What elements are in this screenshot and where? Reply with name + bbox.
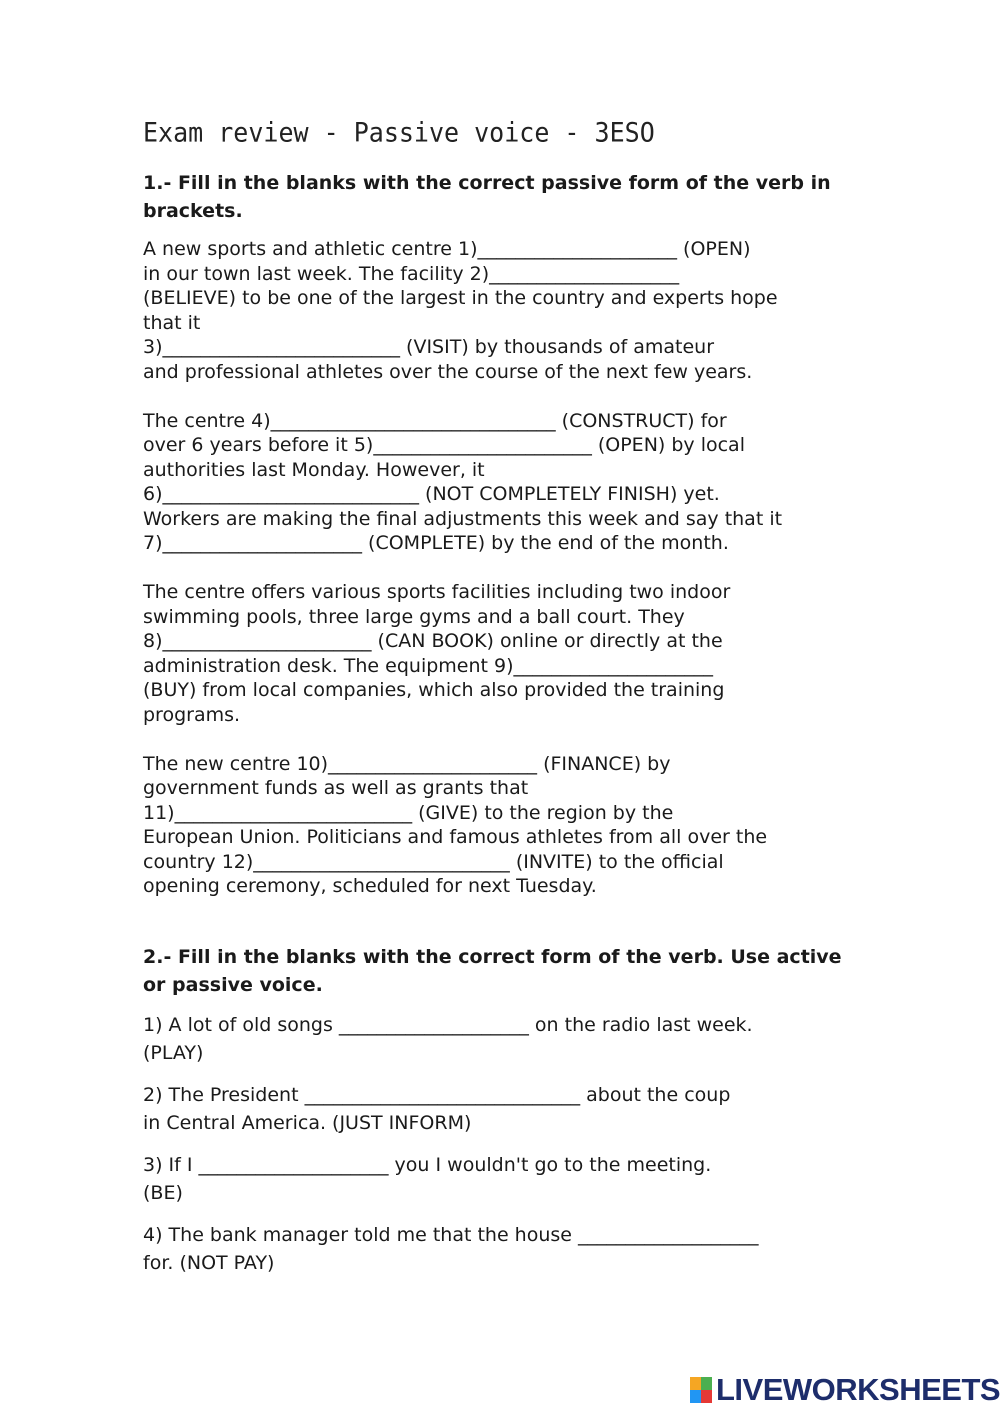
- question-1: 1) A lot of old songs ____________________ on the radio last week. (PLAY): [143, 1013, 753, 1064]
- section-1-paragraph-4: The new centre 10)______________________ (FINANCE) by government funds as well as grants that 11)_________________________ (GIVE) to the region by the European Union. Politicians and famous athletes from all over the country 12)___________________________ (INVITE) to the official opening ceremony, scheduled for next Tuesday.: [143, 752, 768, 897]
- logo-text: LIVEWORKSHEETS: [716, 1372, 1000, 1407]
- section-1-heading: 1.- Fill in the blanks with the correct passive form of the verb in brackets.: [143, 172, 831, 222]
- question-4: 4) The bank manager told me that the house ___________________ for. (NOT PAY): [143, 1223, 759, 1274]
- page-title: Exam review - Passive voice - 3ESO: [143, 117, 655, 148]
- question-3: 3) If I ____________________ you I wouldn't go to the meeting. (BE): [143, 1153, 712, 1204]
- logo-icon: [690, 1377, 712, 1403]
- liveworksheets-logo: [690, 1372, 1000, 1408]
- worksheet: [143, 118, 858, 1291]
- question-2: 2) The President _____________________________ about the coup in Central America. (JUST INFORM): [143, 1083, 731, 1134]
- section-1-paragraph-2: The centre 4)______________________________ (CONSTRUCT) for over 6 years before it 5)_______________________ (OPEN) by local authorities last Monday. However, it 6)___________________________ (NOT COMPLETELY FINISH) yet. Workers are making the final adjustments this week and say that it 7)_____________________ (COMPLETE) by the end of the month.: [143, 409, 783, 554]
- section-2-heading: 2.- Fill in the blanks with the correct form of the verb. Use active or passive voice.: [143, 945, 842, 996]
- section-1-paragraph-1: A new sports and athletic centre 1)_____________________ (OPEN) in our town last week. The facility 2)____________________ (BELIEVE) to be one of the largest in the country and experts hope that it 3)_________________________ (VISIT) by thousands of amateur and professional athletes over the course of the next few years.: [143, 238, 778, 383]
- section-1-paragraph-3: The centre offers various sports facilities including two indoor swimming pools, three large gyms and a ball court. They 8)______________________ (CAN BOOK) online or directly at the administration desk. The equipment 9)_____________________ (BUY) from local companies, which also provided the training programs.: [143, 581, 731, 726]
